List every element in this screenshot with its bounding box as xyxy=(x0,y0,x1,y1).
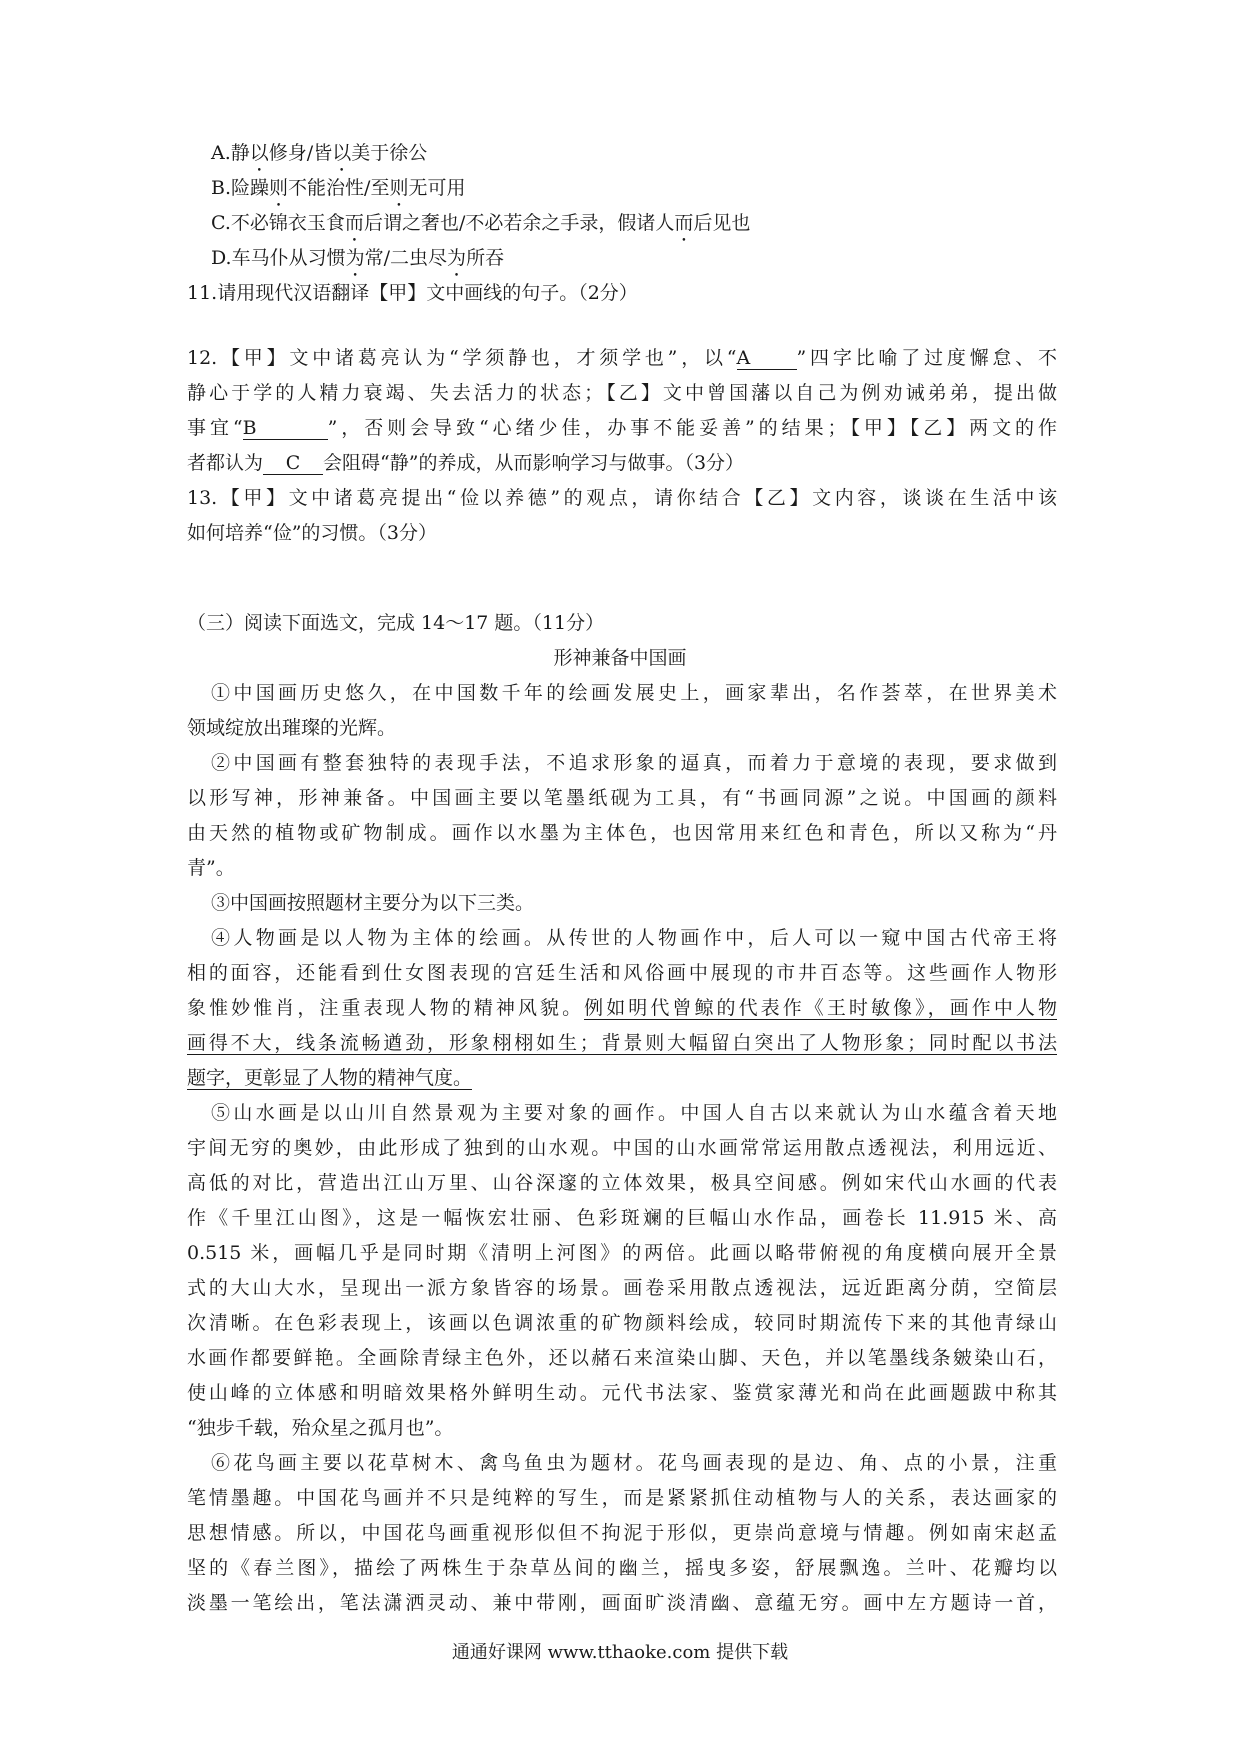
underlined-sentence: 题字，更彰显了人物的精神气度。 xyxy=(187,1067,473,1089)
paragraph-4-line: 象惟妙惟肖，注重表现人物的精神风貌。例如明代曾鲸的代表作《王时敏像》，画作中人物 xyxy=(187,997,1057,1019)
emphasis-dot: 为 xyxy=(345,247,365,269)
emphasis-dot: 以 xyxy=(332,142,352,164)
paragraph-4-line: ④人物画是以人物为主体的绘画。从传世的人物画作中，后人可以一窥中国古代帝王将 xyxy=(211,927,1057,949)
question-13-line-1: 13.【甲】文中诸葛亮提出“俭以养德”的观点，请你结合【乙】文内容，谈谈在生活中该 xyxy=(187,487,1057,509)
emphasis-dot: 以 xyxy=(249,142,269,164)
paragraph-6-line: 笔情墨趣。中国花鸟画并不只是纯粹的写生，而是紧紧抓住动植物与人的关系，表达画家的 xyxy=(187,1487,1057,1509)
question-12-line-4: 者都认为 C 会阻碍“静”的养成，从而影响学习与做事。（3分） xyxy=(187,452,745,474)
paragraph-4-line: 相的面容，还能看到仕女图表现的宫廷生活和风俗画中展现的市井百态等。这些画作人物形 xyxy=(187,962,1057,984)
paragraph-1-line: 领域绽放出璀璨的光辉。 xyxy=(187,717,397,739)
paragraph-3: ③中国画按照题材主要分为以下三类。 xyxy=(211,892,535,914)
paragraph-5-line: 式的大山大水，呈现出一派方象皆容的场景。画卷采用散点透视法，远近距离分荫，空简层 xyxy=(187,1277,1057,1299)
paragraph-2-line: 以形写神，形神兼备。中国画主要以笔墨纸砚为工具，有“书画同源”之说。中国画的颜料 xyxy=(187,787,1057,809)
paragraph-5-line: 水画作都要鲜艳。全画除青绿主色外，还以赭石来渲染山脚、天色，并以笔墨线条皴染山石， xyxy=(187,1347,1057,1369)
blank-a: A xyxy=(737,347,797,370)
paragraph-5-line: 次清晰。在色彩表现上，该画以色调浓重的矿物颜料绘成，较同时期流传下来的其他青绿山 xyxy=(187,1312,1057,1334)
footer-watermark: 通通好课网 www.tthaoke.com 提供下载 xyxy=(451,1642,789,1663)
paragraph-5-line: “独步千载，殆众星之孤月也”。 xyxy=(187,1417,454,1439)
paragraph-2-line: 由天然的植物或矿物制成。画作以水墨为主体色，也因常用来红色和青色，所以又称为“丹 xyxy=(187,822,1057,844)
emphasis-dot: 为 xyxy=(447,247,467,269)
paragraph-5-line: 高低的对比，营造出江山万里、山谷深邃的立体效果，极具空间感。例如宋代山水画的代表 xyxy=(187,1172,1057,1194)
paragraph-1-line: ①中国画历史悠久，在中国数千年的绘画发展史上，画家辈出，名作荟萃，在世界美术 xyxy=(211,682,1057,704)
paragraph-5-line: 作《千里江山图》，这是一幅恢宏壮丽、色彩斑斓的巨幅山水作品，画卷长 11.915 米、高 xyxy=(187,1207,1057,1229)
underlined-sentence: 画得不大，线条流畅遒劲，形象栩栩如生；背景则大幅留白突出了人物形象；同时配以书法 xyxy=(187,1032,1057,1054)
paragraph-5-line: 使山峰的立体感和明暗效果格外鲜明生动。元代书法家、鉴赏家薄光和尚在此画题跋中称其 xyxy=(187,1382,1057,1404)
option-c: C.不必锦衣玉食而后谓之奢也/不必若余之手录，假诸人而后见也 xyxy=(211,212,751,234)
question-12-line-3: 事宜“B ”，否则会导致“心绪少佳，办事不能妥善”的结果；【甲】【乙】两文的作 xyxy=(187,417,1057,439)
question-12-line-2: 静心于学的人精力衰竭、失去活力的状态；【乙】文中曾国藩以自己为例劝诫弟弟，提出做 xyxy=(187,382,1057,404)
question-11: 11.请用现代汉语翻译【甲】文中画线的句子。（2分） xyxy=(187,282,638,304)
paragraph-5-line: ⑤山水画是以山川自然景观为主要对象的画作。中国人自古以来就认为山水蕴含着天地 xyxy=(211,1102,1057,1124)
emphasis-dot: 则 xyxy=(389,177,409,199)
paragraph-6-line: 坚的《春兰图》，描绘了两株生于杂草丛间的幽兰，摇曳多姿，舒展飘逸。兰叶、花瓣均以 xyxy=(187,1557,1057,1579)
blank-c: C xyxy=(263,452,323,475)
emphasis-dot: 而 xyxy=(674,212,694,234)
paragraph-5-line: 0.515 米，画幅几乎是同时期《清明上河图》的两倍。此画以略带俯视的角度横向展开全景 xyxy=(187,1242,1057,1264)
emphasis-dot: 而 xyxy=(344,212,364,234)
option-d: D.车马仆从习惯为常/二虫尽为所吞 xyxy=(211,247,505,269)
paragraph-5-line: 宇间无穷的奥妙，由此形成了独到的山水观。中国的山水画常常运用散点透视法，利用远近、 xyxy=(187,1137,1057,1159)
question-12-line-1: 12.【甲】文中诸葛亮认为“学须静也，才须学也”，以“A ”四字比喻了过度懈怠、不 xyxy=(187,347,1058,369)
option-a: A.静以修身/皆以美于徐公 xyxy=(211,142,428,164)
option-b: B.险躁则不能治性/至则无可用 xyxy=(211,177,466,199)
paragraph-6-line: 思想情感。所以，中国花鸟画重视形似但不拘泥于形似，更崇尚意境与情趣。例如南宋赵孟 xyxy=(187,1522,1057,1544)
paragraph-2-line: 青”。 xyxy=(187,857,235,879)
paragraph-4-line xyxy=(187,1065,472,1091)
blank-b: B xyxy=(243,417,328,440)
section-heading: （三）阅读下面选文，完成 14～17 题。（11分） xyxy=(187,612,605,634)
question-13-line-2: 如何培养“俭”的习惯。（3分） xyxy=(187,522,438,544)
paragraph-2-line: ②中国画有整套独特的表现手法，不追求形象的逼真，而着力于意境的表现，要求做到 xyxy=(211,752,1057,774)
emphasis-dot: 则 xyxy=(269,177,289,199)
article-title: 形神兼备中国画 xyxy=(553,647,687,669)
paragraph-4-line xyxy=(187,1030,1057,1056)
paragraph-6-line: ⑥花鸟画主要以花草树木、禽鸟鱼虫为题材。花鸟画表现的是边、角、点的小景，注重 xyxy=(211,1452,1057,1474)
paragraph-6-line: 淡墨一笔绘出，笔法潇洒灵动、兼中带刚，画面旷淡清幽、意蕴无穷。画中左方题诗一首， xyxy=(187,1592,1057,1614)
underlined-sentence: 例如明代曾鲸的代表作《王时敏像》，画作中人物 xyxy=(584,997,1057,1019)
